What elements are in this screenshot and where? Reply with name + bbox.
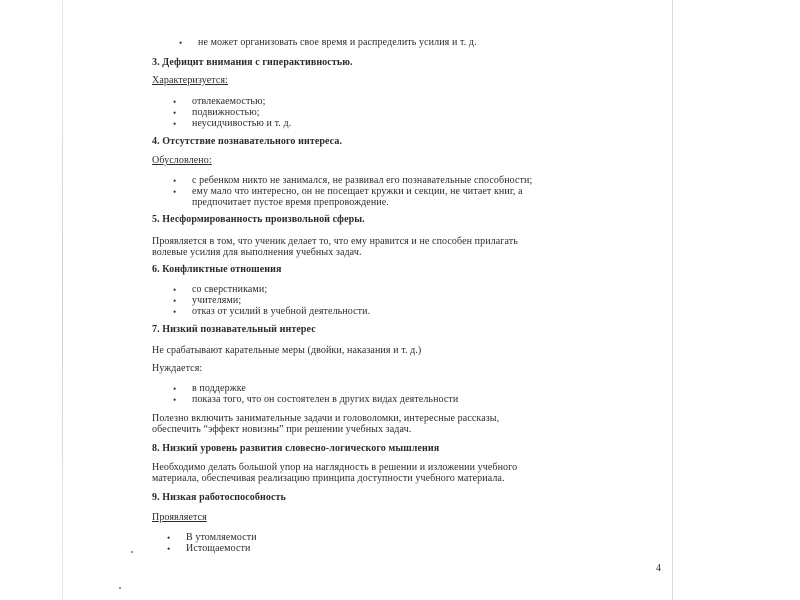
section-heading: 7. Низкий познавательный интерес [152, 324, 316, 335]
paragraph-line: Необходимо делать большой упор на наглядность в решении и изложении учебного [152, 462, 518, 473]
list-item: • со сверстниками; [192, 284, 267, 296]
page-number: 4 [656, 563, 661, 574]
scan-speck [119, 587, 121, 589]
section-label: Нуждается: [152, 363, 203, 374]
list-item: • подвижностью; [192, 107, 260, 119]
list-item: • учителями; [192, 295, 241, 307]
list-item: • отказ от усилий в учебной деятельности. [192, 306, 370, 318]
section-heading: 9. Низкая работоспособность [152, 492, 286, 503]
section-heading: 3. Дефицит внимания с гиперактивностью. [152, 57, 353, 68]
section-heading: 6. Конфликтные отношения [152, 264, 282, 275]
paragraph-line: Проявляется в том, что ученик делает то, что ему нравится и не способен прилагать [152, 236, 518, 247]
scan-edge [62, 0, 63, 600]
paragraph-line: обеспечить “эффект новизны” при решении учебных задач. [152, 424, 412, 435]
list-item: • не может организовать свое время и распределить усилия и т. д. [198, 37, 477, 49]
section-label: Характеризуется: [152, 75, 228, 86]
paragraph-line: волевые усилия для выполнения учебных задач. [152, 247, 362, 258]
list-item: • отвлекаемостью; [192, 96, 266, 108]
list-item: • с ребенком никто не занимался, не развивал его познавательные способности; [192, 175, 532, 187]
list-item: • показа того, что он состоятелен в других видах деятельности [192, 394, 458, 406]
scan-edge [672, 0, 673, 600]
list-item: • В утомляемости [186, 532, 257, 544]
list-item: • неусидчивостью и т. д. [192, 118, 291, 130]
section-label: Проявляется [152, 512, 207, 523]
list-item: • ему мало что интересно, он не посещает кружки и секции, не читает книг, а [192, 186, 523, 198]
section-heading: 5. Несформированность произвольной сферы. [152, 214, 365, 225]
list-item-continuation: предпочитает пустое время препровождение. [192, 197, 389, 208]
section-label: Обусловлено: [152, 155, 212, 166]
scan-speck [131, 551, 133, 553]
list-item: • в поддержке [192, 383, 246, 395]
list-item: • Истощаемости [186, 543, 250, 555]
paragraph-line: материала, обеспечивая реализацию принципа доступности учебного материала. [152, 473, 505, 484]
paragraph-line: Полезно включить занимательные задачи и головоломки, интересные рассказы, [152, 413, 500, 424]
section-heading: 4. Отсутствие познавательного интереса. [152, 136, 343, 147]
paragraph-line: Не срабатывают карательные меры (двойки, наказания и т. д.) [152, 345, 422, 356]
section-heading: 8. Низкий уровень развития словесно-логического мышления [152, 443, 440, 454]
